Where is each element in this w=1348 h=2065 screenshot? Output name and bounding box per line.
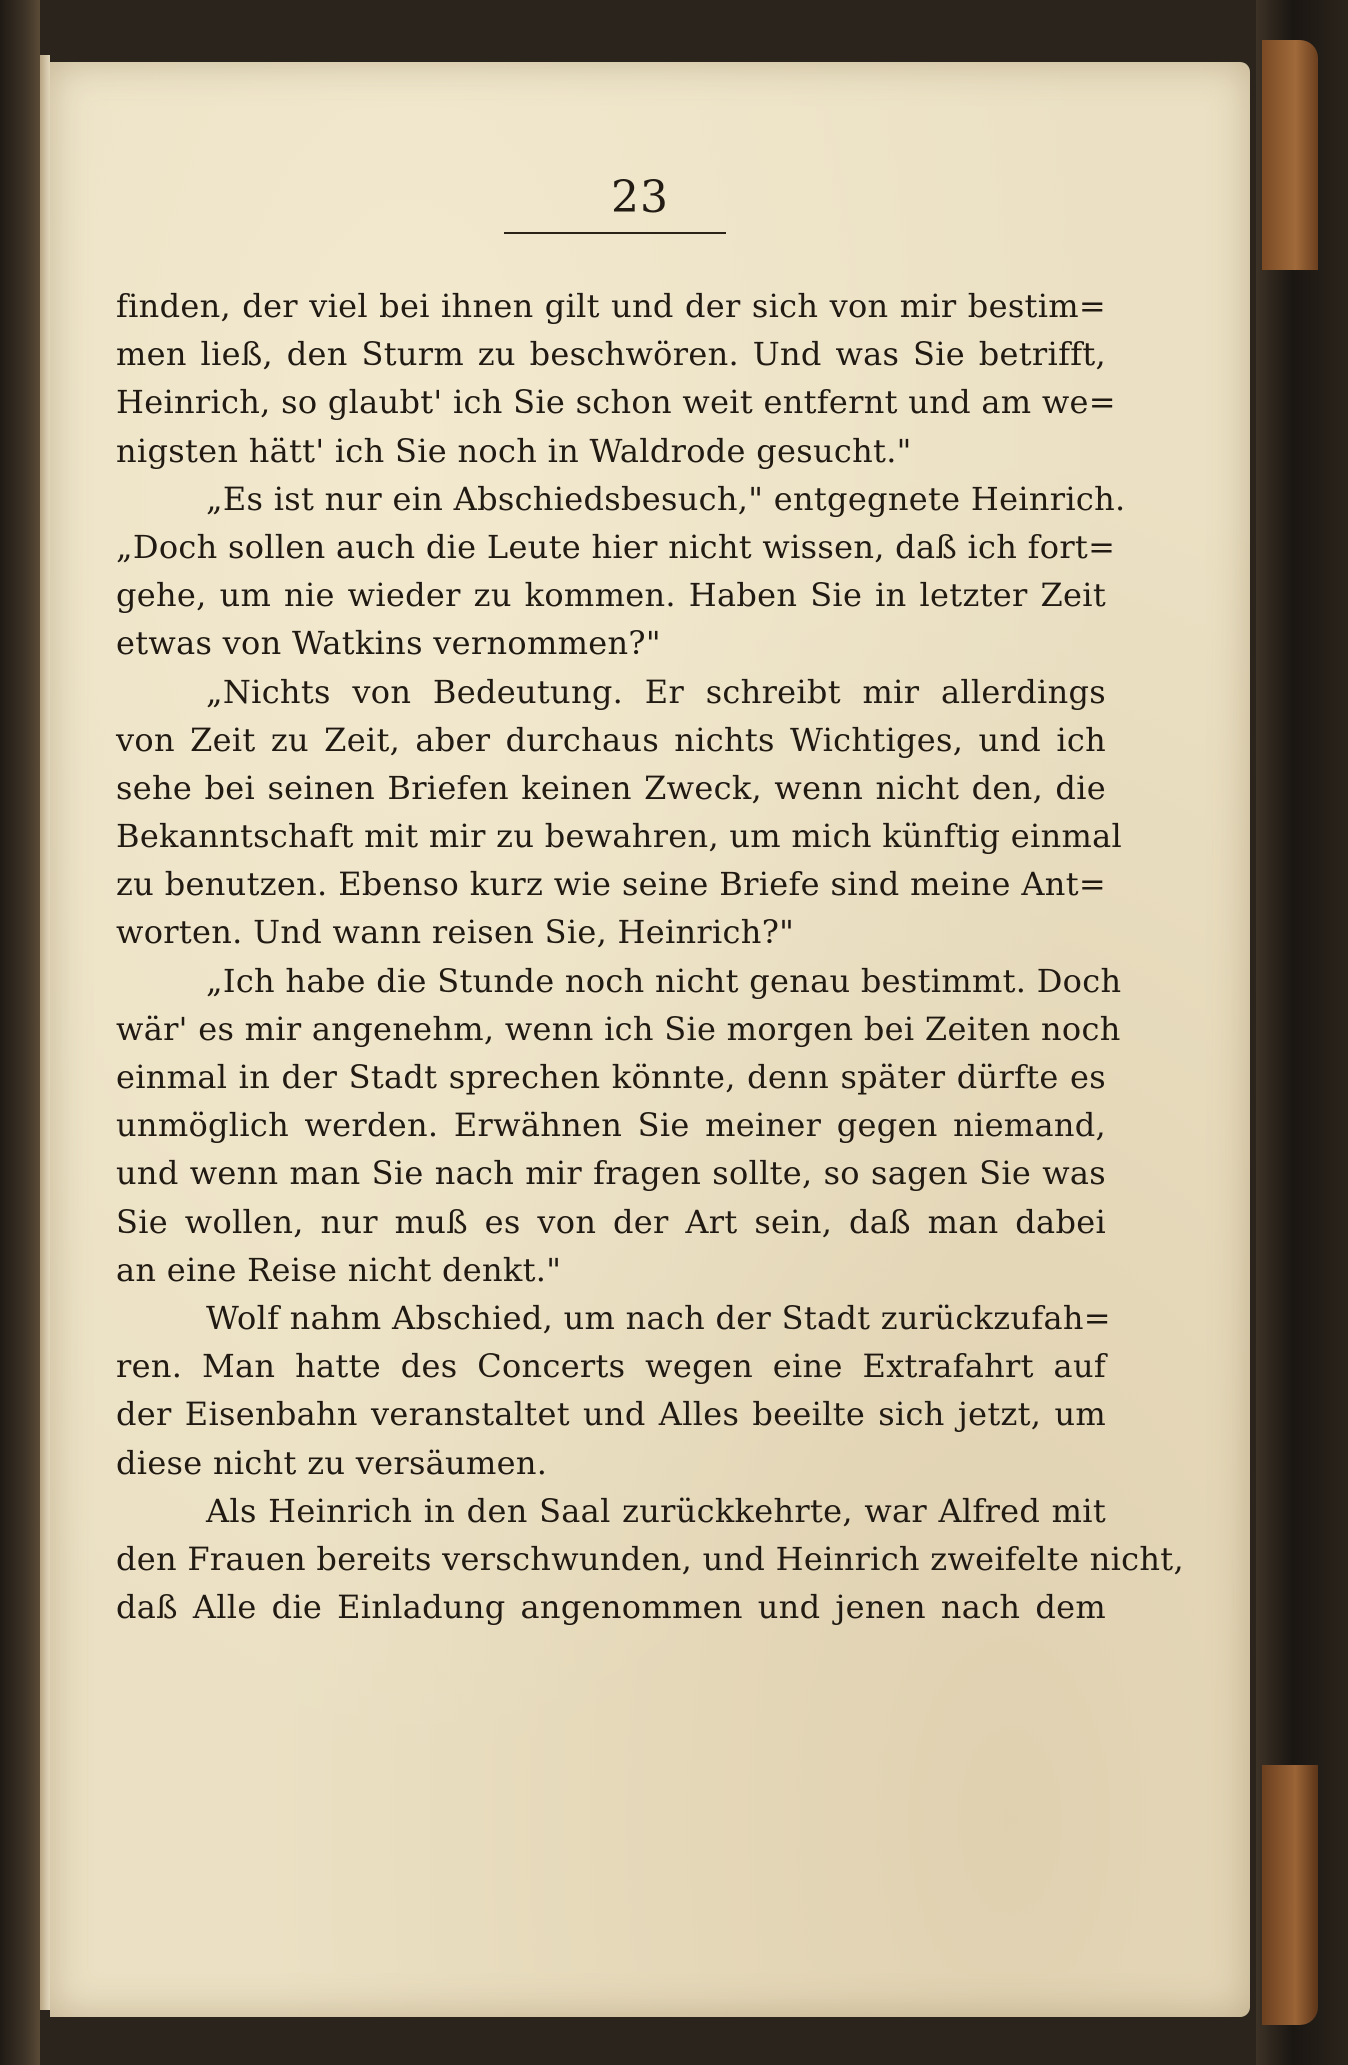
page-edge bbox=[40, 55, 50, 2010]
text-line: den Frauen bereits verschwunden, und Heinrich zweifelte nicht, bbox=[116, 1539, 1184, 1578]
text-line: nigsten hätt' ich Sie noch in Waldrode gesucht." bbox=[116, 431, 912, 470]
text-line: daß Alle die Einladung angenommen und jenen nach dem bbox=[116, 1588, 1106, 1627]
page-number-rule bbox=[504, 232, 726, 234]
text-line: an eine Reise nicht denkt." bbox=[116, 1250, 562, 1289]
text-line: Sie wollen, nur muß es von der Art sein, daß man dabei bbox=[116, 1202, 1106, 1241]
book-cover-edge bbox=[1256, 0, 1348, 2065]
text-line: „Ich habe die Stunde noch nicht genau bestimmt. Doch bbox=[206, 961, 1122, 1000]
text-line: Bekanntschaft mit mir zu bewahren, um mich künftig einmal bbox=[116, 817, 1123, 856]
page-number: 23 bbox=[611, 172, 669, 223]
text-line: finden, der viel bei ihnen gilt und der sich von mir bestim= bbox=[116, 287, 1106, 325]
text-line: „Nichts von Bedeutung. Er schreibt mir allerdings bbox=[206, 672, 1106, 711]
text-line: Wolf nahm Abschied, um nach der Stadt zurückzufah= bbox=[206, 1298, 1111, 1337]
text-line: von Zeit zu Zeit, aber durchaus nichts Wichtiges, und ich bbox=[116, 720, 1106, 759]
text-line: zu benutzen. Ebenso kurz wie seine Briefe sind meine Ant= bbox=[116, 865, 1106, 904]
text-line: einmal in der Stadt sprechen könnte, denn später dürfte es bbox=[116, 1058, 1106, 1096]
book-binding bbox=[0, 0, 40, 2065]
text-line: sehe bei seinen Briefen keinen Zweck, wenn nicht den, die bbox=[116, 768, 1106, 807]
cover-corner-top bbox=[1262, 40, 1318, 270]
text-line: der Eisenbahn veranstaltet und Alles beeilte sich jetzt, um bbox=[116, 1395, 1106, 1434]
body-text bbox=[116, 282, 1184, 1631]
text-line: Als Heinrich in den Saal zurückkehrte, war Alfred mit bbox=[206, 1491, 1106, 1530]
text-line: „Doch sollen auch die Leute hier nicht wissen, daß ich fort= bbox=[116, 527, 1116, 566]
text-line: etwas von Watkins vernommen?" bbox=[116, 624, 661, 663]
text-line: wär' es mir angenehm, wenn ich Sie morgen bei Zeiten noch bbox=[116, 1009, 1121, 1048]
text-line: Heinrich, so glaubt' ich Sie schon weit entfernt und am we= bbox=[116, 383, 1116, 422]
cover-corner-bottom bbox=[1262, 1765, 1318, 2025]
text-line: worten. Und wann reisen Sie, Heinrich?" bbox=[116, 913, 795, 952]
text-line: diese nicht zu versäumen. bbox=[116, 1443, 548, 1482]
text-line: men ließ, den Sturm zu beschwören. Und was Sie betrifft, bbox=[116, 335, 1106, 374]
text-line: und wenn man Sie nach mir fragen sollte, so sagen Sie was bbox=[116, 1154, 1106, 1193]
text-line: unmöglich werden. Erwähnen Sie meiner gegen niemand, bbox=[116, 1106, 1106, 1145]
text-line: gehe, um nie wieder zu kommen. Haben Sie in letzter Zeit bbox=[116, 576, 1106, 615]
text-line: ren. Man hatte des Concerts wegen eine Extrafahrt auf bbox=[116, 1347, 1106, 1386]
text-line: „Es ist nur ein Abschiedsbesuch," entgegnete Heinrich. bbox=[206, 479, 1126, 518]
book-page bbox=[50, 62, 1250, 2017]
